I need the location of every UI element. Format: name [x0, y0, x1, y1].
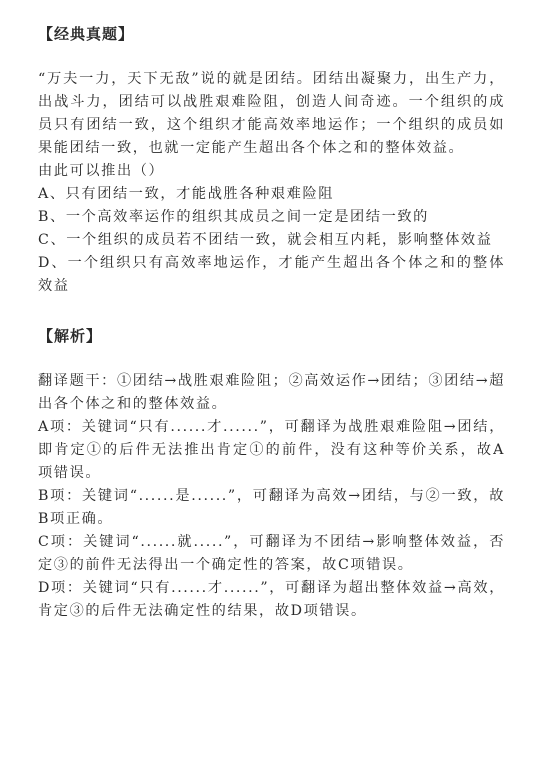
analysis-option-d: D项：关键词“只有......才......”，可翻译为超出整体效益→高效，肯定③的后件无法确定性的结果，故D项错误。	[38, 580, 505, 619]
question-section	[38, 22, 505, 298]
option-d: D、一个组织只有高效率地运作，才能产生超出各个体之和的整体效益	[38, 255, 505, 294]
analysis-option-c: C项：关键词“......就.....”，可翻译为不团结→影响整体效益，否定③的前件无法得出一个确定性的答案，故C项错误。	[38, 534, 505, 573]
option-a: A、只有团结一致，才能战胜各种艰难险阻	[38, 186, 335, 202]
analysis-section	[38, 324, 505, 623]
option-c: C、一个组织的成员若不团结一致，就会相互内耗，影响整体效益	[38, 232, 493, 248]
analysis-option-b: B项：关键词“......是......”，可翻译为高效→团结，与②一致，故B项正确。	[38, 488, 505, 527]
analysis-heading: 【解析】	[38, 327, 103, 345]
analysis-translation: 翻译题干：①团结→战胜艰难险阻；②高效运作→团结；③团结→超出各个体之和的整体效益。	[38, 373, 505, 412]
question-heading: 【经典真题】	[38, 25, 135, 43]
question-prompt: 由此可以推出（）	[38, 163, 165, 179]
question-stem: “万夫一力，天下无敌”说的就是团结。团结出凝聚力，出生产力，出战斗力，团结可以战胜艰难险阻，创造人间奇迹。一个组织的成员只有团结一致，这个组织才能高效率地运作；一个组织的成员如果能团结一致，也就一定能产生超出各个体之和的整体效益。	[38, 71, 505, 156]
analysis-option-a: A项：关键词“只有......才......”，可翻译为战胜艰难险阻→团结，即肯定①的后件无法推出肯定①的前件，没有这种等价关系，故A项错误。	[38, 419, 505, 481]
option-b: B、一个高效率运作的组织其成员之间一定是团结一致的	[38, 209, 429, 225]
